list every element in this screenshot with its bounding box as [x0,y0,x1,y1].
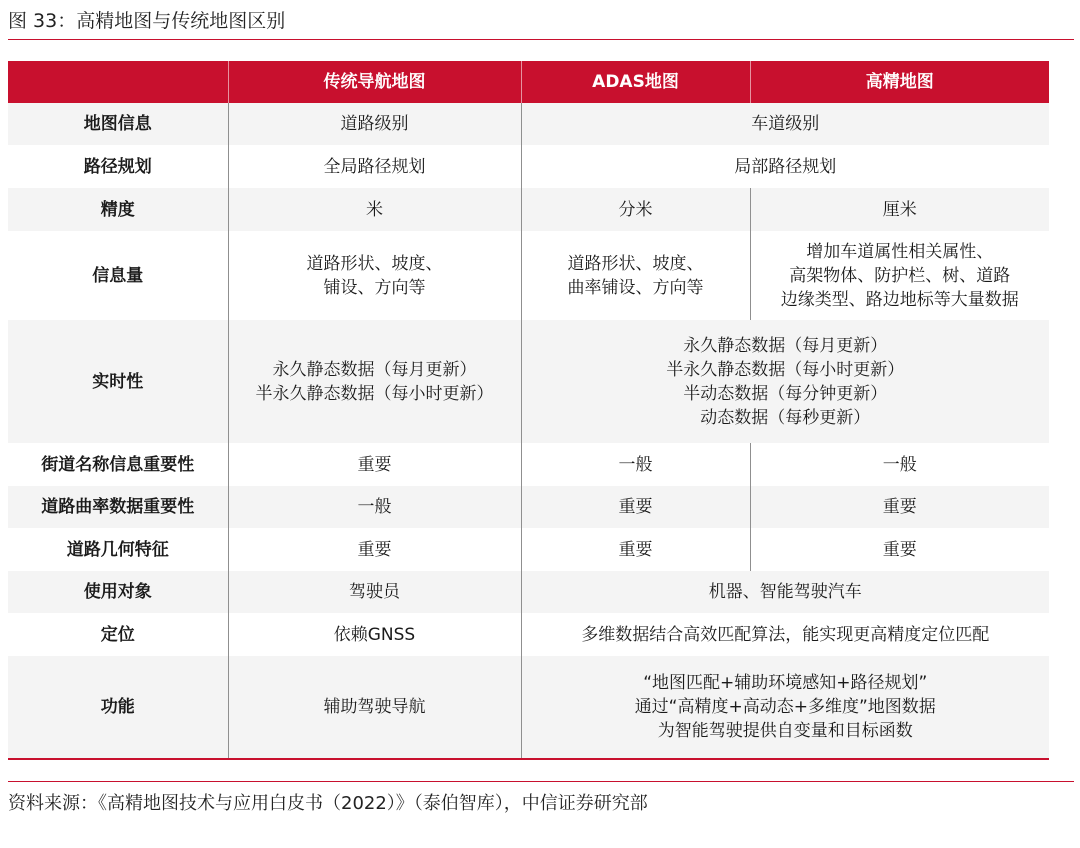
title-divider [8,39,1074,40]
cell-traditional [228,320,521,443]
table-row [8,656,1049,759]
cell-adas-hd [521,320,1049,443]
row-label: 道路几何特征 [8,528,228,571]
cell-hd: 重要 [750,486,1049,528]
row-label: 精度 [8,188,228,231]
cell-hd [750,231,1049,320]
table-row [8,443,1049,486]
table-row [8,571,1049,613]
table-row [8,528,1049,571]
row-label: 信息量 [8,231,228,320]
row-label: 定位 [8,613,228,656]
cell-adas: 分米 [521,188,750,231]
cell-line: 道路形状、坡度、 [567,253,704,274]
cell-line: 动态数据（每秒更新） [700,407,871,428]
cell-hd: 厘米 [750,188,1049,231]
cell-adas-hd [521,656,1049,759]
cell-traditional: 道路级别 [228,103,521,145]
cell-adas-hd: 机器、智能驾驶汽车 [521,571,1049,613]
table-row [8,103,1049,145]
table-header-row [8,61,1049,103]
cell-line: “地图匹配+辅助环境感知+路径规划” [643,673,928,693]
cell-traditional: 重要 [228,528,521,571]
table-row [8,320,1049,443]
cell-line: 道路形状、坡度、 [306,253,443,274]
cell-line: 为智能驾驶提供自变量和目标函数 [657,721,913,741]
cell-line: 边缘类型、路边地标等大量数据 [780,289,1019,310]
row-label: 街道名称信息重要性 [8,443,228,486]
table-row [8,188,1049,231]
row-label: 道路曲率数据重要性 [8,486,228,528]
cell-traditional: 依赖GNSS [228,613,521,656]
source-note: 资料来源：《高精地图技术与应用白皮书（2022）》（泰伯智库），中信证券研究部 [8,793,648,814]
cell-traditional [228,231,521,320]
cell-adas [521,231,750,320]
cell-line: 铺设、方向等 [323,277,426,298]
comparison-table [8,61,1049,760]
table-row [8,231,1049,320]
header-adas-map: ADAS地图 [521,61,750,103]
source-divider [8,781,1074,782]
cell-traditional: 驾驶员 [228,571,521,613]
figure-title: 图 33：高精地图与传统地图区别 [8,10,286,32]
cell-line: 通过“高精度+高动态+多维度”地图数据 [634,697,936,717]
cell-line: 半永久静态数据（每小时更新） [255,383,494,404]
row-label: 实时性 [8,320,228,443]
cell-traditional: 辅助驾驶导航 [228,656,521,759]
row-label: 使用对象 [8,571,228,613]
cell-traditional: 米 [228,188,521,231]
row-label: 地图信息 [8,103,228,145]
cell-adas: 重要 [521,486,750,528]
cell-line: 半动态数据（每分钟更新） [683,383,888,404]
row-label: 路径规划 [8,145,228,188]
header-hd-map: 高精地图 [750,61,1049,103]
cell-line: 永久静态数据（每月更新） [683,335,888,356]
cell-line: 永久静态数据（每月更新） [272,359,477,380]
header-corner [8,61,228,103]
cell-hd: 一般 [750,443,1049,486]
cell-adas: 重要 [521,528,750,571]
cell-adas: 一般 [521,443,750,486]
cell-traditional: 重要 [228,443,521,486]
cell-hd: 重要 [750,528,1049,571]
cell-line: 半永久静态数据（每小时更新） [666,359,905,380]
cell-line: 增加车道属性相关属性、 [806,241,994,262]
cell-line: 曲率铺设、方向等 [567,277,704,298]
cell-traditional: 全局路径规划 [228,145,521,188]
cell-line: 高架物体、防护栏、树、道路 [789,265,1011,286]
cell-traditional: 一般 [228,486,521,528]
row-label: 功能 [8,656,228,759]
cell-adas-hd: 车道级别 [521,103,1049,145]
table-row [8,145,1049,188]
cell-adas-hd: 多维数据结合高效匹配算法，能实现更高精度定位匹配 [521,613,1049,656]
table-row [8,613,1049,656]
header-traditional-map: 传统导航地图 [228,61,521,103]
table-row [8,486,1049,528]
cell-adas-hd: 局部路径规划 [521,145,1049,188]
